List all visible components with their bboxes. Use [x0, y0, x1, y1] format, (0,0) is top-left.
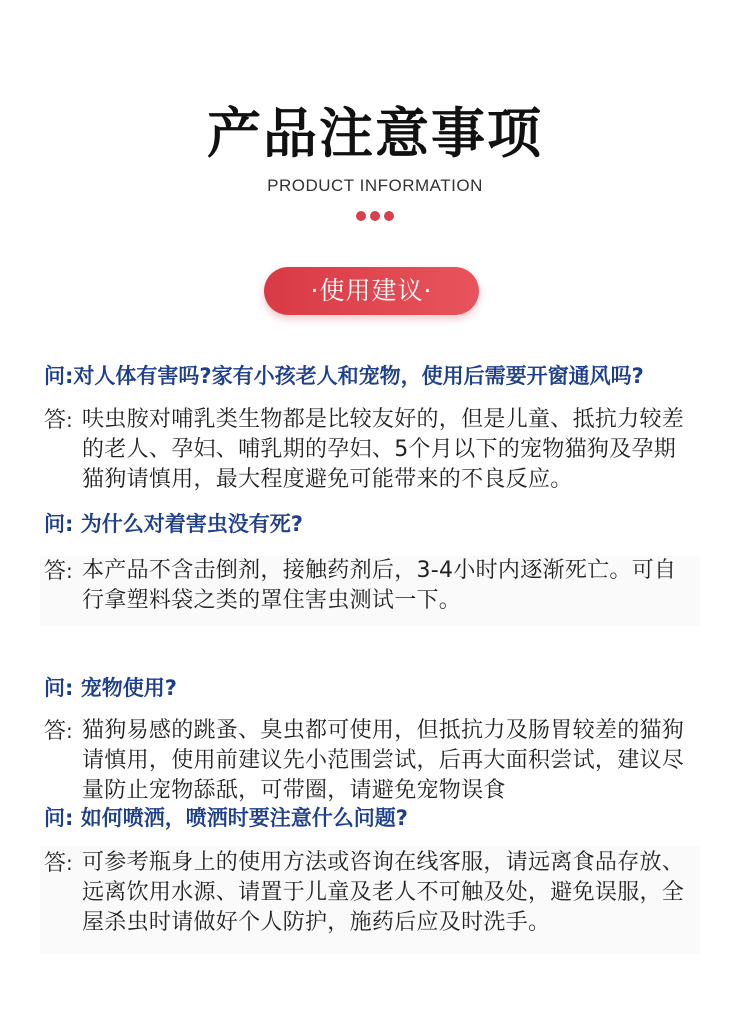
answer-line: 远离饮用水源、请置于儿童及老人不可触及处，避免误服，全	[82, 880, 685, 905]
answer-text	[82, 848, 730, 938]
faq-question: 问: 如何喷洒，喷洒时要注意什么问题?	[44, 806, 408, 830]
section-label-pill: ·使用建议·	[264, 267, 479, 315]
answer-label: 答:	[44, 851, 73, 876]
answer-label-text: 答	[44, 851, 67, 876]
faq-question: 问: 为什么对着害虫没有死?	[44, 512, 303, 536]
answer-line: 的老人、孕妇、哺乳期的孕妇、5个月以下的宠物猫狗及孕期	[82, 437, 677, 462]
dot-1	[356, 211, 366, 221]
answer-label: 答:	[44, 559, 73, 584]
faq-question: 问: 宠物使用?	[44, 676, 177, 700]
page-title: 产品注意事项	[207, 102, 543, 165]
answer-line: 猫狗易感的跳蚤、臭虫都可使用，但抵抗力及肠胃较差的猫狗	[82, 718, 685, 743]
page-subtitle: PRODUCT INFORMATION	[267, 176, 483, 195]
answer-label-text: 答	[44, 408, 67, 433]
dot-3	[384, 211, 394, 221]
dot-2	[370, 211, 380, 221]
answer-line: 可参考瓶身上的使用方法或咨询在线客服，请远离食品存放、	[82, 850, 685, 875]
answer-line: 量防止宠物舔舐，可带圈，请避免宠物误食	[82, 778, 506, 803]
answer-label: 答:	[44, 719, 73, 744]
answer-line: 行拿塑料袋之类的罩住害虫测试一下。	[82, 588, 462, 613]
decorative-dots	[0, 211, 750, 221]
answer-line: 屋杀虫时请做好个人防护，施药后应及时洗手。	[82, 910, 551, 935]
answer-label: 答:	[44, 408, 73, 433]
answer-text	[82, 716, 730, 806]
answer-text	[82, 405, 730, 495]
answer-label-text: 答	[44, 559, 67, 584]
answer-line: 呋虫胺对哺乳类生物都是比较友好的，但是儿童、抵抗力较差	[82, 407, 685, 432]
answer-text	[82, 556, 730, 616]
answer-line: 请慎用，使用前建议先小范围尝试，后再大面积尝试，建议尽	[82, 748, 685, 773]
answer-line: 猫狗请慎用，最大程度避免可能带来的不良反应。	[82, 467, 573, 492]
answer-line: 本产品不含击倒剂，接触药剂后，3-4小时内逐渐死亡。可自	[82, 558, 677, 583]
answer-label-text: 答	[44, 719, 67, 744]
faq-question: 问:对人体有害吗?家有小孩老人和宠物，使用后需要开窗通风吗?	[44, 364, 644, 388]
